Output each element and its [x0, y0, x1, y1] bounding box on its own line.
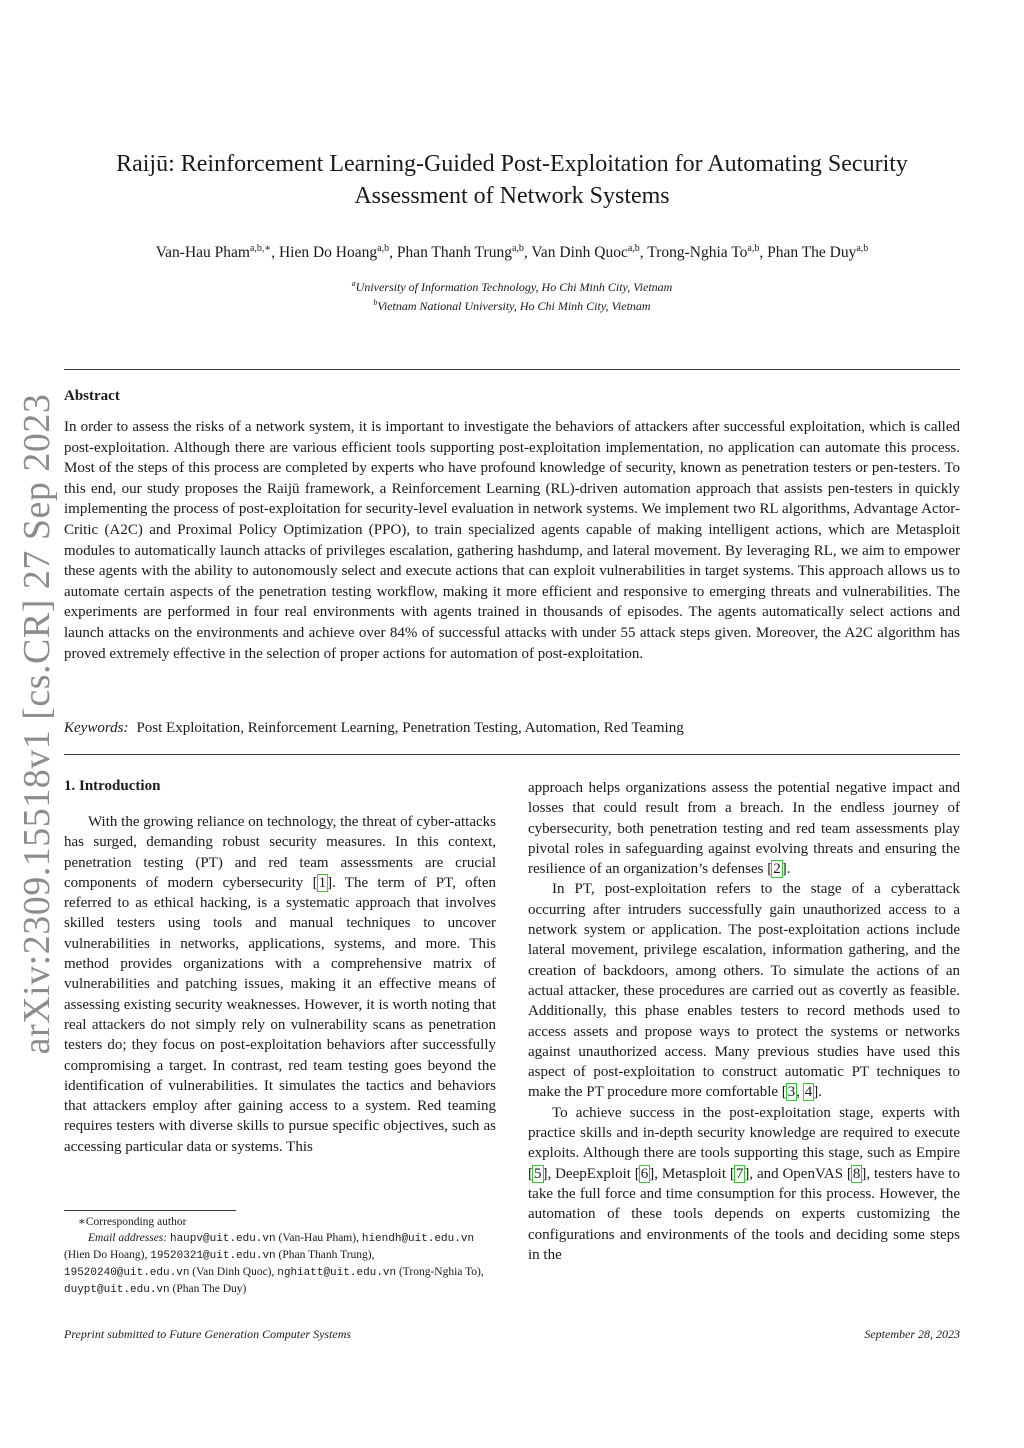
- intro-paragraph-1: With the growing reliance on technology, the threat of cyber-attacks has surged, demanding robust security measures. In this context, penetration testing (PT) and red team assessments are crucial components of modern cybersecurity [1]. The term of PT, often referred to as ethical hacking, is a systematic approach that involves skilled testers using tools and manual techniques to uncover vulnerabilities in networks, applications, systems, and more. This method provides organizations with a comprehensive matrix of vulnerabilities and patching issues, making it an effective means of assessing existing security weaknesses. However, it is worth noting that real attackers do not simply rely on vulnerability scans as penetration testers do; they focus on post-exploitation behaviors after successfully compromising a target. In contrast, red team testing goes beyond the identification of vulnerabilities. It simulates the tactics and behaviors that attackers employ after gaining access to a system. Red teaming requires testers with diverse skills to pursue specific objectives, such as accessing particular data or systems. This: [64, 814, 496, 1155]
- text-run: To achieve success in the post-exploitation stage, experts with practice skills and in-depth security knowledge are required to execute exploits. Although there are tools supporting this stage, such as Empire: [528, 1104, 960, 1162]
- email-owner: (Phan The Duy): [169, 1283, 247, 1295]
- abstract-text: In order to assess the risks of a network system, it is important to investigate the behaviors of attackers after successful exploitation, which is called post-exploitation. Although there are various efficient tools supporting post-exploitation implementation, no application can automate this process. Most of the steps of this process are completed by experts who have profound knowledge of security, known as penetration testers or pen-testers. To this end, our study proposes the Raijū framework, a Reinforcement Learning (RL)-driven automation approach that assists pen-testers in quickly implementing the process of post-exploitation for security-level evaluation in network systems. We implement two RL algorithms, Advantage Actor-Critic (A2C) and Proximal Policy Optimization (PPO), to train specialized agents capable of making intelligent actions, which are Metasploit modules to automatically launch attacks of privileges escalation, gathering hashdump, and lateral movement. By leveraging RL, we aim to empower these agents with the ability to autonomously select and execute actions that can exploit vulnerabilities in target systems. This approach allows us to automate certain aspects of the penetration testing workflow, making it more efficient and responsive to emerging threats and vulnerabilities. The experiments are performed in four real environments with agents trained in thousands of episodes. The agents automatically select actions and launch attacks on the environments and achieve over 84% of successful attacks with under 55 attack steps given. Moreover, the A2C algorithm has proved extremely effective in the selection of proper actions for automation of post-exploitation.: [64, 419, 960, 662]
- author-affil-sup: a,b: [856, 243, 869, 254]
- citation-link[interactable]: 1: [318, 874, 327, 891]
- citation-link[interactable]: 7: [735, 1165, 744, 1182]
- intro-paragraph-1-continued: approach helps organizations assess the potential negative impact and losses that could result from a breach. In the endless journey of cybersecurity, both penetration testing and red team assessments play pivotal roles in safeguarding against evolving threats and ensuring the resilience of an organization’s defenses [2].: [528, 780, 960, 878]
- author-list: [60, 238, 964, 264]
- email-addresses: [64, 1230, 496, 1298]
- intro-paragraph-2: [528, 879, 960, 1102]
- arxiv-watermark: arXiv:2309.15518v1 [cs.CR] 27 Sep 2023: [16, 393, 58, 1055]
- email-owner: (Van Dinh Quoc),: [189, 1266, 278, 1278]
- author-sep: ,: [759, 244, 768, 262]
- text-run: approach helps organizations assess the potential negative impact and losses that could result from a breach. In the endless journey of cybersecurity, both penetration testing and red team assessments play pivotal roles in safeguarding against evolving threats and ensuring the resilience of an organization’s defenses: [528, 780, 960, 878]
- abstract-bottom-divider: [64, 754, 960, 755]
- affiliation-a: [80, 276, 944, 295]
- affiliations: [80, 276, 944, 314]
- author-name: Van Dinh Quoc: [531, 244, 628, 262]
- affil-text: Vietnam National University, Ho Chi Minh City, Vietnam: [377, 299, 651, 313]
- affil-sup: a: [351, 279, 356, 288]
- text-run: .: [786, 861, 791, 878]
- author-name: Hien Do Hoang: [278, 244, 378, 262]
- author-name: Phan The Duy: [767, 244, 857, 262]
- email-address[interactable]: nghiatt@uit.edu.vn: [277, 1267, 397, 1279]
- paper-title: [80, 148, 944, 212]
- citation-link[interactable]: 6: [640, 1165, 649, 1182]
- title-line-2: Assessment of Network Systems: [354, 183, 670, 209]
- left-column: [64, 812, 496, 1157]
- text-run: ].: [813, 1084, 823, 1101]
- text-run: ,: [796, 1084, 804, 1101]
- footer-preprint-note: Preprint submitted to Future Generation Computer Systems: [64, 1327, 352, 1341]
- right-column: [528, 778, 960, 1265]
- email-address[interactable]: haupv@uit.edu.vn: [169, 1233, 276, 1245]
- affil-sup: b: [373, 298, 378, 307]
- author-affil-sup: a,b,∗: [249, 243, 272, 254]
- text-run: With the growing reliance on technology, the threat of cyber-attacks has surged, demanding robust security measures. In this context, penetration testing (PT) and red team assessments are crucial components of modern cybersecurity: [64, 814, 496, 891]
- keywords: [64, 718, 960, 738]
- citation-link[interactable]: 4: [804, 1084, 813, 1101]
- text-run: , testers have to take the full force and time consumption for this process. However, the automation of these tools depends on experts customizing the configurations and environments of the tools and deciding some steps in the: [528, 1165, 960, 1263]
- top-divider: [64, 369, 960, 370]
- footer-date: September 28, 2023: [864, 1327, 960, 1341]
- author-affil-sup: a,b: [377, 243, 390, 254]
- author-affil-sup: a,b: [511, 243, 524, 254]
- author-sep: ,: [639, 244, 648, 262]
- email-owner: (Phan Thanh Trung),: [275, 1249, 375, 1261]
- author-sep: ,: [389, 244, 397, 262]
- citation-link[interactable]: 8: [852, 1165, 861, 1182]
- affiliation-b: [80, 295, 944, 314]
- author-sep: ,: [271, 244, 279, 262]
- email-address[interactable]: duypt@uit.edu.vn: [64, 1284, 170, 1296]
- email-address[interactable]: hiendh@uit.edu.vn: [361, 1233, 475, 1245]
- text-run: , DeepExploit: [547, 1165, 635, 1182]
- email-address[interactable]: 19520240@uit.edu.vn: [64, 1267, 190, 1279]
- corresponding-author-note: ∗Corresponding author: [78, 1216, 187, 1228]
- citation-link[interactable]: 2: [773, 861, 781, 878]
- email-address[interactable]: 19520321@uit.edu.vn: [150, 1250, 276, 1262]
- keywords-text: Post Exploitation, Reinforcement Learning, Penetration Testing, Automation, Red Teaming: [136, 720, 684, 736]
- email-owner: (Van-Hau Pham),: [275, 1232, 362, 1244]
- abstract-heading: Abstract: [64, 388, 120, 404]
- text-run: . The term of PT, often referred to as ethical hacking, is a systematic approach that involves skilled testers using tools and manual techniques to uncover vulnerabilities in networks, applications, systems, and more. This method provides organizations with a comprehensive matrix of vulnerabilities and patching issues, making it an effective means of assessing existing security weaknesses. However, it is worth noting that real attackers do not simply rely on vulnerability scans as penetration testers do; they focus on post-exploitation behaviors after successfully compromising a target. In contrast, red team testing goes beyond the identification of vulnerabilities. It simulates the tactics and behaviors that attackers employ after gaining access to a system. Red teaming requires testers with diverse skills to pursue specific objectives, such as accessing particular data or systems. This: [64, 874, 496, 1155]
- text-run: , Metasploit: [654, 1165, 730, 1182]
- author-name: Trong-Nghia To: [647, 244, 748, 262]
- section-heading-introduction: 1. Introduction: [64, 778, 161, 794]
- footnotes: [64, 1214, 496, 1298]
- citation-link[interactable]: 3: [787, 1084, 796, 1101]
- citation-link[interactable]: 5: [534, 1165, 542, 1182]
- affil-text: University of Information Technology, Ho Chi Minh City, Vietnam: [355, 280, 673, 294]
- text-run: , and OpenVAS: [749, 1165, 847, 1182]
- intro-paragraph-3: To achieve success in the post-exploitation stage, experts with practice skills and in-depth security knowledge are required to execute exploits. Although there are tools supporting this stage, such as Empire [5], DeepExploit [6], Metasploit [7], and OpenVAS [8], testers have to take the full force and time consumption for this process. However, the automation of these tools depends on experts customizing the configurations and environments of the tools and deciding some steps in the: [528, 1104, 960, 1263]
- author-affil-sup: a,b: [747, 243, 760, 254]
- email-label: Email addresses:: [88, 1232, 168, 1244]
- email-owner: (Trong-Nghia To),: [396, 1266, 484, 1278]
- email-owner: (Hien Do Hoang),: [64, 1249, 151, 1261]
- keywords-label: Keywords:: [64, 720, 129, 736]
- title-line-1: Raijū: Reinforcement Learning-Guided Post-Exploitation for Automating Security: [116, 151, 908, 177]
- footnote-divider: [64, 1210, 236, 1211]
- author-name: Phan Thanh Trung: [396, 244, 512, 262]
- author-name: Van-Hau Pham: [155, 244, 250, 262]
- author-sep: ,: [523, 244, 532, 262]
- author-affil-sup: a,b: [627, 243, 640, 254]
- text-run: In PT, post-exploitation refers to the stage of a cyberattack occurring after intruders successfully gain unauthorized access to a network system or application. The post-exploitation actions include lateral movement, privilege escalation, information gathering, and the creation of backdoors, among others. To simulate the actions of an actual attacker, these procedures are carried out as covertly as feasible. Additionally, this phase enables testers to record methods used to access assets and propose ways to protect the systems or networks against unauthorized access. Many previous studies have used this aspect of post-exploitation to construct automatic PT techniques to make the PT procedure more comfortable [: [528, 881, 960, 1101]
